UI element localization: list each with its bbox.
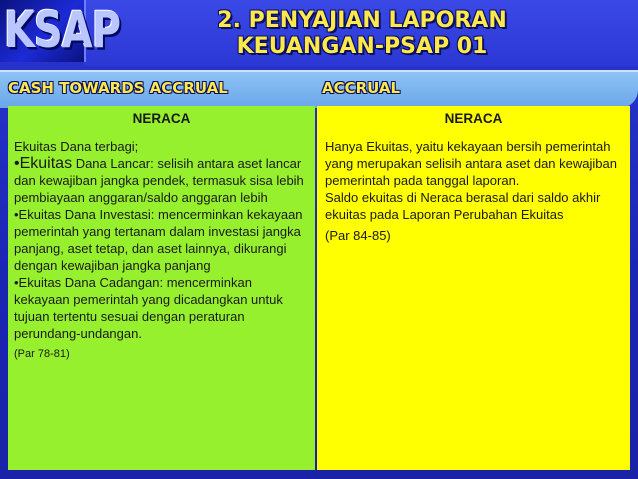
right-column-heading: ACCRUAL xyxy=(322,79,401,97)
left-paragraph-2-lead: •Ekuitas xyxy=(14,155,73,172)
left-column-heading: CASH TOWARDS ACCRUAL xyxy=(8,79,228,97)
left-paragraph-4: •Ekuitas Dana Cadangan: mencerminkan kekayaan pemerintah yang dicadangkan untuk tujuan tertentu sesuai dengan peraturan perundang-undangan. xyxy=(14,275,283,341)
left-panel-title: NERACA xyxy=(132,111,191,126)
right-panel-title: NERACA xyxy=(444,111,503,126)
right-panel xyxy=(317,106,630,470)
title-line-2: KEUANGAN-PSAP 01 xyxy=(236,34,488,59)
right-paragraph-1: Hanya Ekuitas, yaitu kekayaan bersih pemerintah yang merupakan selisih antara aset dan kewajiban pemerintah pada tanggal laporan. xyxy=(325,139,617,188)
slide-title xyxy=(86,8,638,60)
ksap-logo xyxy=(0,0,121,62)
left-reference: (Par 78-81) xyxy=(14,348,70,360)
left-paragraph-1: Ekuitas Dana terbagi; xyxy=(14,139,139,154)
right-reference: (Par 84-85) xyxy=(325,228,391,243)
logo-text: KSAP xyxy=(4,2,121,60)
left-panel xyxy=(8,106,315,470)
left-paragraph-2 xyxy=(14,155,309,206)
right-paragraph-2: Saldo ekuitas di Neraca berasal dari saldo akhir ekuitas pada Laporan Perubahan Ekuitas xyxy=(325,190,601,222)
title-line-1: 2. PENYAJIAN LAPORAN xyxy=(217,8,507,33)
left-paragraph-2-rest: Dana Lancar: selisih antara aset lancar dan kewajiban jangka pendek, termasuk sisa lebih pembiayaan anggaran/saldo anggaran lebih xyxy=(14,156,304,205)
left-paragraph-3: •Ekuitas Dana Investasi: mencerminkan kekayaan pemerintah yang tertanam dalam investasi jangka panjang, aset tetap, dan aset lainnya, dikurangi dengan kewajiban jangka panjang xyxy=(14,207,303,273)
